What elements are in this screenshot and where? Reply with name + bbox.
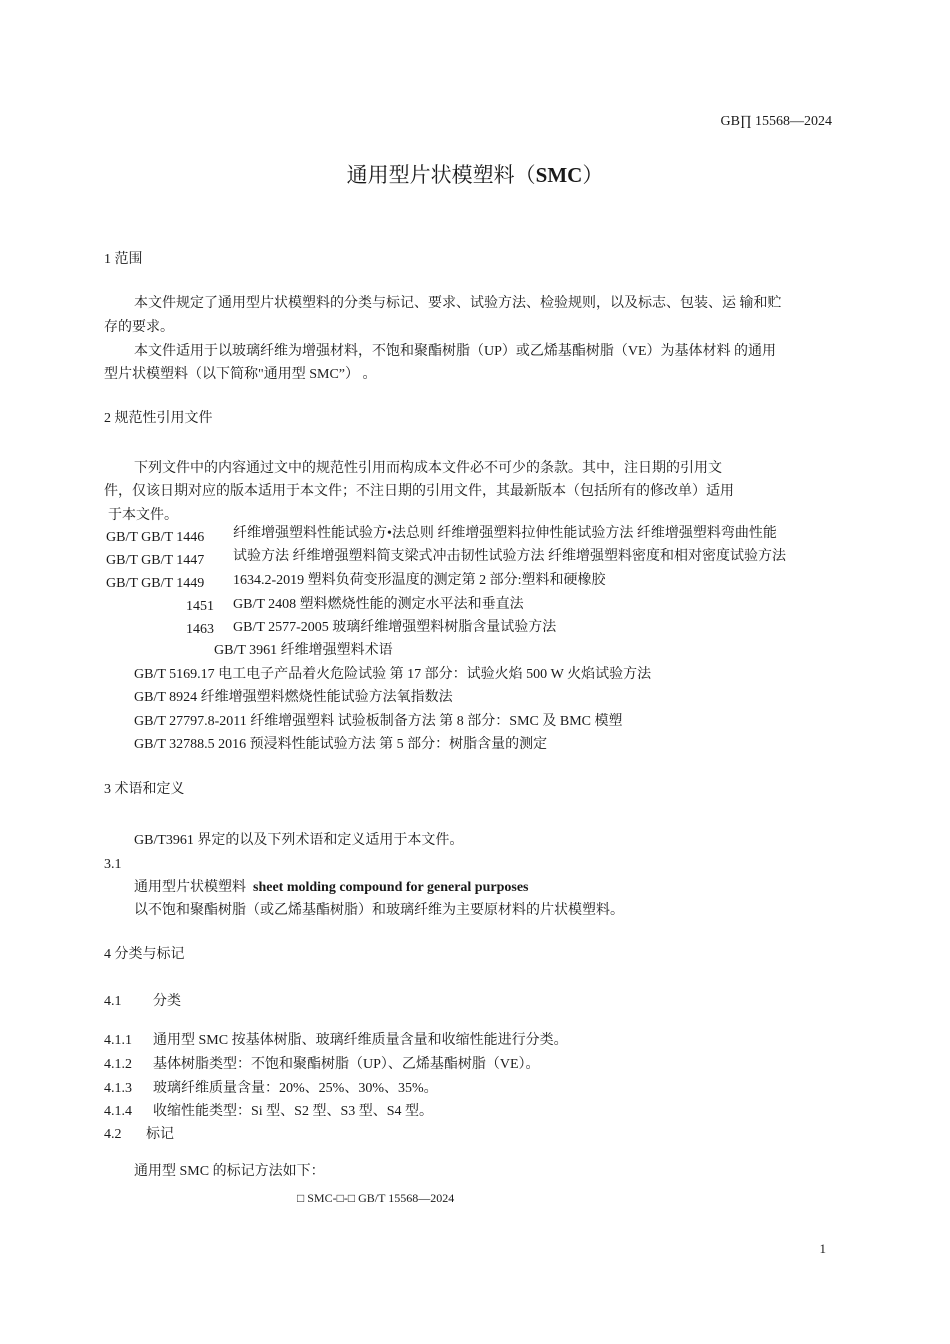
reference-code: GB/T GB/T 1446	[106, 530, 205, 545]
standard-number: GB∏ 15568—2024	[720, 114, 832, 129]
reference-code: 1463	[186, 622, 214, 637]
reference-title-line: 试验方法 纤维增强塑料简支梁式冲击韧性试验方法 纤维增强塑料密度和相对密度试验方法	[233, 549, 786, 564]
term-en: sheet molding compound for general purposes	[253, 880, 529, 895]
clause-text: 玻璃纤维质量含量：20%、25%、30%、35%。	[153, 1081, 438, 1096]
clause-number: 4.1.3	[104, 1081, 132, 1096]
title-cn: 通用型片状模塑料（	[346, 163, 536, 187]
clause-number: 4.1.2	[104, 1057, 132, 1072]
section-3-heading: 3 术语和定义	[104, 782, 185, 797]
section-4-heading: 4 分类与标记	[104, 947, 185, 962]
title-close: ）	[582, 163, 604, 187]
references-intro-line-3: 于本文件。	[108, 508, 178, 523]
subsection-4-1-number: 4.1	[104, 994, 122, 1009]
reference-code: GB/T GB/T 1447	[106, 553, 205, 568]
reference-item: GB/T 5169.17 电工电子产品着火危险试验 第 17 部分：试验火焰 500 W 火焰试验方法	[134, 667, 652, 682]
reference-title-line: 1634.2-2019 塑料负荷变形温度的测定第 2 部分:塑料和硬橡胶	[233, 573, 606, 588]
section-1-heading: 1 范围	[104, 252, 143, 267]
document-title	[0, 163, 950, 188]
section-2-heading: 2 规范性引用文件	[104, 411, 213, 426]
clause-text: 通用型 SMC 按基体树脂、玻璃纤维质量含量和收缩性能进行分类。	[153, 1033, 568, 1048]
reference-code: GB/T GB/T 1449	[106, 576, 205, 591]
subsection-4-2-title: 标记	[146, 1127, 174, 1142]
reference-title-line: GB/T 2577-2005 玻璃纤维增强塑料树脂含量试验方法	[233, 620, 557, 635]
subsection-4-2-number: 4.2	[104, 1127, 122, 1142]
marking-intro: 通用型 SMC 的标记方法如下：	[134, 1164, 325, 1179]
clause-number: 4.1.1	[104, 1033, 132, 1048]
page-number: 1	[819, 1241, 826, 1256]
reference-title-line: 纤维增强塑料性能试验方•法总则 纤维增强塑料拉伸性能试验方法 纤维增强塑料弯曲性能	[233, 526, 777, 541]
term-number: 3.1	[104, 857, 122, 872]
scope-paragraph-2-line-2: 型片状模塑料（以下简称"通用型 SMC”） 。	[104, 367, 377, 382]
clause-text: 收缩性能类型：Si 型、S2 型、S3 型、S4 型。	[153, 1104, 434, 1119]
reference-code: 1451	[186, 599, 214, 614]
reference-item: GB/T 8924 纤维增强塑料燃烧性能试验方法氧指数法	[134, 690, 453, 705]
title-en: SMC	[535, 163, 583, 187]
reference-item: GB/T 32788.5 2016 预浸料性能试验方法 第 5 部分：树脂含量的测定	[134, 737, 548, 752]
term-entry	[134, 880, 528, 897]
references-intro-line-2: 件，仅该日期对应的版本适用于本文件；不注日期的引用文件，其最新版本（包括所有的修改单）适用	[104, 484, 734, 499]
scope-paragraph-2-line-1: 本文件适用于以玻璃纤维为增强材料，不饱和聚酯树脂（UP）或乙烯基酯树脂（VE）为基体材料 的通用	[134, 344, 777, 359]
term-cn: 通用型片状模塑料	[134, 880, 246, 895]
clause-number: 4.1.4	[104, 1104, 132, 1119]
scope-paragraph-1-line-1: 本文件规定了通用型片状模塑料的分类与标记、要求、试验方法、检验规则，以及标志、包装、运 输和贮	[134, 296, 782, 311]
marking-example: □ SMC-□-□ GB/T 15568—2024	[297, 1191, 455, 1205]
term-definition: 以不饱和聚酯树脂（或乙烯基酯树脂）和玻璃纤维为主要原材料的片状模塑料。	[134, 903, 624, 918]
references-intro-line-1: 下列文件中的内容通过文中的规范性引用而构成本文件必不可少的条款。其中，注日期的引用文	[134, 461, 722, 476]
reference-gbt-3961: GB/T 3961 纤维增强塑料术语	[214, 643, 393, 658]
reference-item: GB/T 27797.8-2011 纤维增强塑料 试验板制备方法 第 8 部分：SMC 及 BMC 模塑	[134, 714, 623, 729]
scope-paragraph-1-line-2: 存的要求。	[104, 320, 174, 335]
terms-intro: GB/T3961 界定的以及下列术语和定义适用于本文件。	[134, 833, 464, 848]
reference-title-line: GB/T 2408 塑料燃烧性能的测定水平法和垂直法	[233, 597, 524, 612]
clause-text: 基体树脂类型：不饱和聚酯树脂（UP）、乙烯基酯树脂（VE）。	[153, 1057, 540, 1072]
subsection-4-1-title: 分类	[153, 994, 181, 1009]
